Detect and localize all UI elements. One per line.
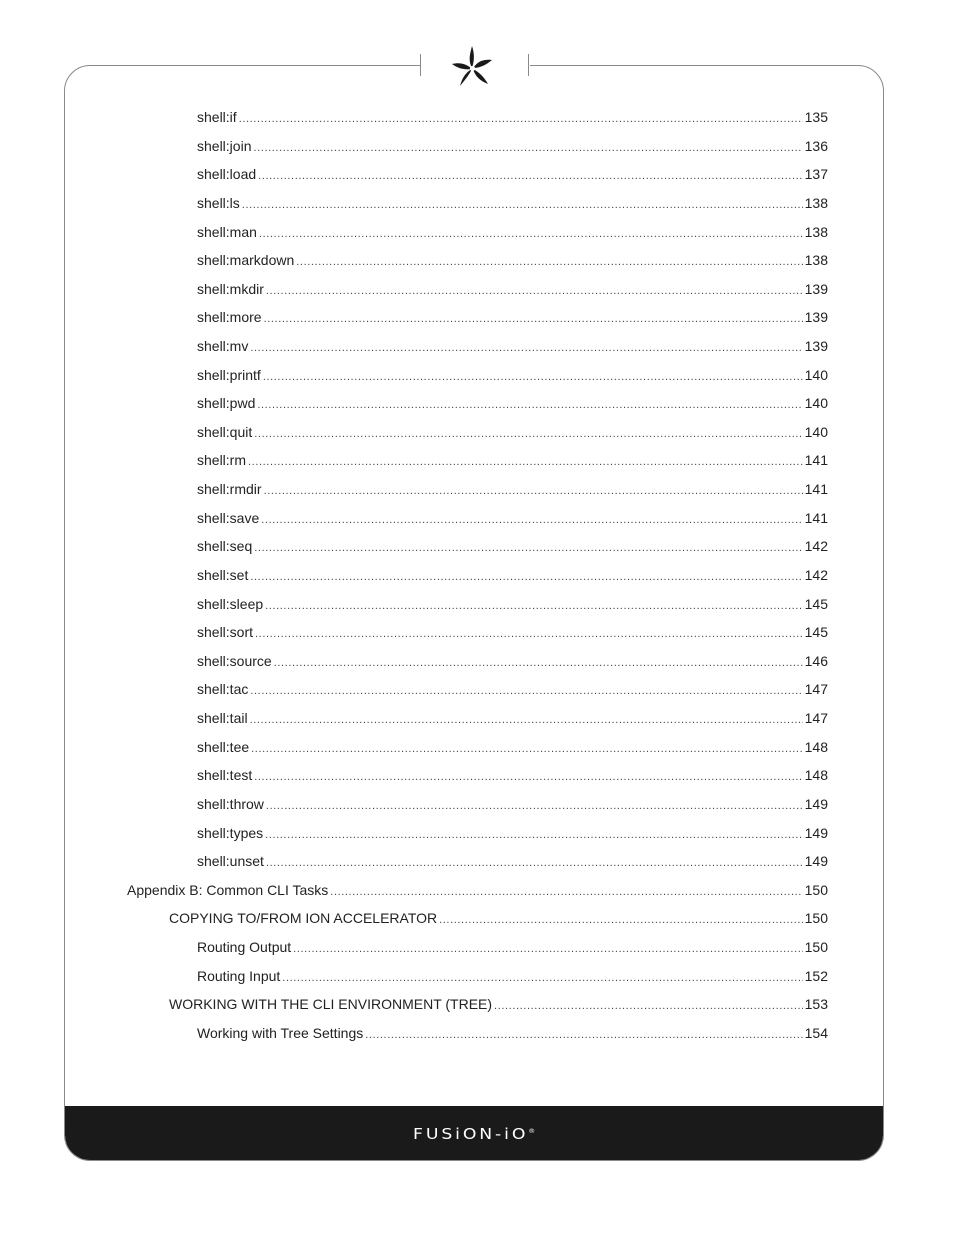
- toc-entry-label: shell:load: [197, 166, 257, 183]
- toc-entry-page-number: 150: [804, 910, 828, 927]
- footer-band: [65, 1106, 883, 1160]
- toc-entry-page-number: 145: [804, 595, 828, 612]
- toc-entry-page-number: 147: [804, 681, 828, 698]
- toc-entry-page-number: 146: [804, 652, 828, 669]
- toc-entry-label: Working with Tree Settings: [197, 1024, 364, 1041]
- toc-dot-leader: [239, 109, 803, 129]
- toc-dot-leader: [258, 166, 802, 186]
- toc-entry-label: shell:sort: [197, 624, 254, 641]
- toc-entry-page-number: 140: [804, 423, 828, 440]
- toc-entry-page-number: 149: [804, 853, 828, 870]
- toc-entry[interactable]: [197, 794, 828, 814]
- toc-entry-label: Routing Output: [197, 939, 292, 955]
- toc-entry-page-number: 141: [804, 452, 828, 469]
- toc-dot-leader: [254, 767, 802, 787]
- toc-entry-page-number: 148: [804, 767, 828, 784]
- footer-brand-logo: [413, 1125, 535, 1143]
- toc-entry-page-number: 141: [804, 481, 828, 498]
- toc-entry-page-number: 139: [804, 280, 828, 297]
- toc-entry-label: Appendix B: Common CLI Tasks: [127, 881, 329, 898]
- toc-entry-page-number: 152: [804, 967, 828, 984]
- toc-dot-leader: [261, 510, 802, 530]
- toc-entry-label: shell:mkdir: [197, 280, 264, 297]
- toc-dot-leader: [266, 281, 803, 301]
- toc-entry[interactable]: [197, 393, 828, 413]
- toc-entry[interactable]: [197, 737, 828, 757]
- header-divider-right: [528, 54, 529, 76]
- toc-entry[interactable]: [197, 708, 828, 728]
- toc-entry[interactable]: [197, 765, 828, 785]
- toc-entry[interactable]: [197, 823, 828, 843]
- toc-dot-leader: [266, 853, 803, 873]
- toc-dot-leader: [263, 367, 803, 387]
- toc-entry-label: shell:rmdir: [197, 481, 262, 498]
- toc-entry-page-number: 138: [804, 194, 828, 211]
- toc-entry-label: shell:more: [197, 309, 262, 326]
- toc-entry[interactable]: [197, 508, 828, 528]
- toc-entry[interactable]: [197, 422, 828, 442]
- toc-entry[interactable]: [197, 479, 828, 499]
- toc-entry-page-number: 147: [804, 710, 828, 726]
- toc-dot-leader: [254, 538, 802, 558]
- toc-entry[interactable]: [197, 851, 828, 871]
- toc-entry-page-number: 141: [804, 509, 828, 526]
- toc-entry-label: shell:types: [197, 824, 264, 841]
- toc-entry-label: shell:source: [197, 652, 272, 669]
- toc-entry-label: shell:throw: [197, 795, 264, 812]
- toc-entry[interactable]: [197, 679, 828, 699]
- toc-entry[interactable]: [197, 937, 828, 957]
- toc-entry-label: shell:man: [197, 223, 257, 240]
- toc-entry-page-number: 148: [804, 738, 828, 755]
- toc-dot-leader: [264, 309, 803, 329]
- toc-entry[interactable]: [197, 536, 828, 556]
- toc-entry-page-number: 138: [804, 223, 828, 240]
- toc-entry-label: shell:tee: [197, 738, 250, 755]
- toc-dot-leader: [265, 596, 802, 616]
- toc-dot-leader: [259, 224, 803, 244]
- toc-entry[interactable]: [197, 136, 828, 156]
- toc-dot-leader: [266, 796, 803, 816]
- toc-entry-label: shell:join: [197, 137, 252, 154]
- toc-entry[interactable]: [197, 365, 828, 385]
- toc-entry-label: shell:printf: [197, 366, 261, 383]
- toc-entry[interactable]: [197, 279, 828, 299]
- toc-entry-page-number: 140: [804, 395, 828, 412]
- toc-entry-label: shell:mv: [197, 338, 249, 354]
- toc-entry-label: shell:markdown: [197, 252, 295, 269]
- toc-dot-leader: [264, 481, 803, 501]
- toc-dot-leader: [250, 681, 802, 701]
- toc-entry[interactable]: [197, 193, 828, 213]
- toc-dot-leader: [254, 424, 802, 444]
- toc-entry-page-number: 153: [804, 996, 828, 1013]
- toc-entry[interactable]: [197, 307, 828, 327]
- toc-entry-page-number: 135: [804, 109, 828, 125]
- toc-dot-leader: [242, 195, 803, 215]
- brand-registered-mark: ®: [528, 1128, 536, 1135]
- toc-entry[interactable]: [197, 164, 828, 184]
- toc-dot-leader: [250, 710, 803, 730]
- toc-entry[interactable]: [197, 565, 828, 585]
- toc-entry-page-number: 149: [804, 795, 828, 812]
- toc-entry-label: shell:ls: [197, 194, 240, 211]
- toc-entry-page-number: 137: [804, 166, 828, 183]
- toc-entry-page-number: 150: [804, 881, 828, 898]
- toc-entry-label: shell:if: [197, 109, 237, 125]
- toc-entry-label: shell:set: [197, 566, 249, 583]
- toc-dot-leader: [293, 939, 802, 959]
- toc-entry-page-number: 139: [804, 338, 828, 354]
- header-divider-left: [420, 54, 421, 76]
- toc-dot-leader: [282, 968, 802, 988]
- toc-entry-label: shell:quit: [197, 423, 253, 440]
- toc-dot-leader: [251, 739, 802, 759]
- toc-dot-leader: [439, 910, 803, 930]
- toc-dot-leader: [253, 138, 802, 158]
- toc-entry-page-number: 154: [804, 1024, 828, 1041]
- toc-entry-page-number: 150: [804, 939, 828, 955]
- toc-dot-leader: [365, 1025, 802, 1045]
- toc-entry-label: shell:test: [197, 767, 253, 784]
- toc-entry-label: shell:seq: [197, 538, 253, 555]
- toc-dot-leader: [330, 882, 802, 902]
- toc-entry-page-number: 142: [804, 538, 828, 555]
- toc-entry[interactable]: [197, 1023, 828, 1043]
- toc-entry[interactable]: [197, 651, 828, 671]
- toc-entry[interactable]: [197, 594, 828, 614]
- brand-name: FUSiON-iO: [412, 1125, 529, 1143]
- toc-entry-page-number: 140: [804, 366, 828, 383]
- toc-entry-label: shell:sleep: [197, 595, 264, 612]
- toc-entry[interactable]: [197, 222, 828, 242]
- toc-entry-label: WORKING WITH THE CLI ENVIRONMENT (TREE): [169, 996, 493, 1013]
- toc-entry[interactable]: [169, 994, 828, 1014]
- toc-entry-page-number: 136: [804, 137, 828, 154]
- toc-entry[interactable]: [127, 880, 828, 900]
- toc-entry-label: shell:pwd: [197, 395, 256, 412]
- toc-entry-page-number: 142: [804, 566, 828, 583]
- toc-entry-page-number: 145: [804, 624, 828, 641]
- toc-entry-label: Routing Input: [197, 967, 281, 984]
- toc-dot-leader: [250, 338, 802, 358]
- toc-entry-label: shell:rm: [197, 452, 247, 469]
- toc-dot-leader: [494, 996, 803, 1016]
- toc-entry-page-number: 138: [804, 252, 828, 269]
- toc-dot-leader: [265, 825, 802, 845]
- toc-entry[interactable]: [197, 966, 828, 986]
- toc-entry[interactable]: [169, 908, 828, 928]
- toc-dot-leader: [250, 567, 802, 587]
- toc-entry-label: COPYING TO/FROM ION ACCELERATOR: [169, 910, 438, 927]
- toc-entry[interactable]: [197, 250, 828, 270]
- fusion-io-star-icon: [448, 42, 500, 90]
- toc-entry[interactable]: [197, 622, 828, 642]
- toc-entry-label: shell:unset: [197, 853, 264, 870]
- toc-entry-label: shell:tail: [197, 710, 248, 726]
- toc-entry[interactable]: [197, 107, 828, 127]
- toc-dot-leader: [257, 395, 802, 415]
- toc-entry-page-number: 149: [804, 824, 828, 841]
- toc-entry-page-number: 139: [804, 309, 828, 326]
- toc-dot-leader: [274, 653, 803, 673]
- toc-entry-label: shell:tac: [197, 681, 249, 698]
- toc-entry[interactable]: [197, 450, 828, 470]
- toc-dot-leader: [255, 624, 803, 644]
- toc-entry[interactable]: [197, 336, 828, 356]
- toc-dot-leader: [296, 252, 802, 272]
- toc-entry-label: shell:save: [197, 509, 260, 526]
- toc-dot-leader: [248, 452, 803, 472]
